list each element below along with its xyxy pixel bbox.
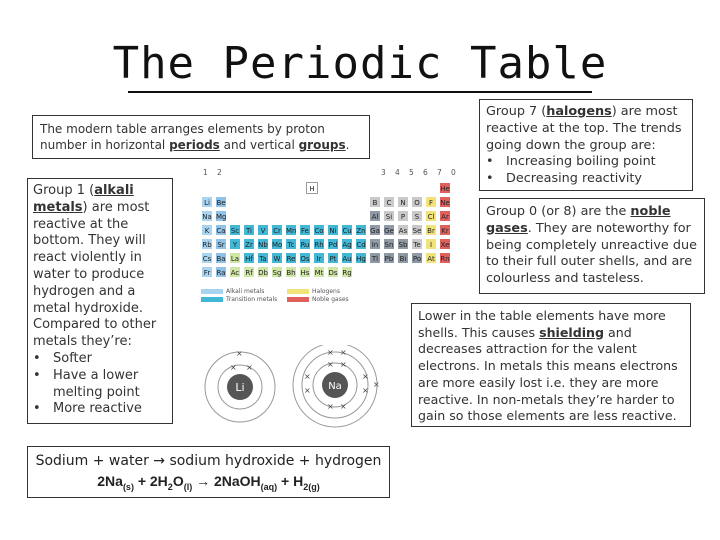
periodic-table-image (197, 160, 472, 305)
element-cell: Po (411, 252, 423, 264)
element-cell: F (425, 196, 437, 208)
eq-part: O (172, 473, 184, 489)
element-cell: Hs (299, 266, 311, 278)
bullet-text: Increasing boiling point (506, 154, 656, 170)
element-cell: Co (313, 224, 325, 236)
legend-item (287, 296, 349, 303)
element-cell: Hf (243, 252, 255, 264)
electron-icon: × (304, 386, 311, 395)
halogens-text-2: ) are most reactive at the top. The trends going down the group are: (486, 104, 682, 153)
element-cell: As (397, 224, 409, 236)
element-cell: Rb (201, 238, 213, 250)
alkali-metals-keyword: alkali metals (33, 183, 134, 215)
group-number: 0 (451, 168, 456, 177)
element-cell: Se (411, 224, 423, 236)
element-cell: Ra (215, 266, 227, 278)
element-cell: Sg (271, 266, 283, 278)
element-cell: Os (299, 252, 311, 264)
noble-text-2: . They are noteworthy for being completely unreactive due to their full outer shells, and are colourless and tasteless. (486, 220, 697, 287)
bullet-item: • Softer (33, 350, 92, 366)
element-cell: H (306, 182, 318, 194)
element-cell: Zn (355, 224, 367, 236)
element-cell: Sc (229, 224, 241, 236)
element-cell: Mn (285, 224, 297, 236)
element-cell: Si (383, 210, 395, 222)
element-cell: Re (285, 252, 297, 264)
element-cell: Li (201, 196, 213, 208)
bullet-text: Softer (53, 350, 92, 366)
element-cell: Au (341, 252, 353, 264)
eq-part: + H (277, 473, 304, 489)
atom-diagrams (200, 345, 400, 435)
group-number: 6 (423, 168, 428, 177)
shielding-box (411, 303, 691, 427)
element-cell: Pt (327, 252, 339, 264)
electron-icon: × (362, 386, 369, 395)
alkali-text-1: Group 1 ( (33, 183, 95, 198)
li-symbol: Li (235, 381, 245, 394)
electron-icon: × (327, 348, 334, 357)
element-cell: Ge (383, 224, 395, 236)
element-cell: Ru (299, 238, 311, 250)
page-title: The Periodic Table (112, 38, 608, 89)
element-cell: Ds (327, 266, 339, 278)
element-cell: Cs (201, 252, 213, 264)
electron-icon: × (340, 402, 347, 411)
element-cell: Fe (299, 224, 311, 236)
electron-icon: × (246, 363, 253, 372)
element-cell: Ba (215, 252, 227, 264)
noble-gases-box (479, 198, 705, 294)
element-cell: Ar (439, 210, 451, 222)
element-cell: Fr (201, 266, 213, 278)
lithium-atom-diagram (205, 349, 275, 422)
electron-icon: × (230, 363, 237, 372)
element-cell: Na (201, 210, 213, 222)
element-cell: Ga (369, 224, 381, 236)
group-number: 7 (437, 168, 442, 177)
periods-keyword: periods (169, 138, 220, 152)
element-cell: B (369, 196, 381, 208)
sodium-atom-diagram (293, 345, 380, 427)
element-cell: At (425, 252, 437, 264)
legend-item (201, 296, 277, 303)
bullet-item: • Have a lower melting point (33, 368, 167, 402)
group-number: 3 (381, 168, 386, 177)
electron-icon: × (373, 380, 380, 389)
element-cell: Tc (285, 238, 297, 250)
element-cell: Hg (355, 252, 367, 264)
element-cell: W (271, 252, 283, 264)
element-cell: Ti (243, 224, 255, 236)
eq-sub: 2(g) (303, 481, 320, 492)
element-cell: Cl (425, 210, 437, 222)
electron-icon: × (340, 348, 347, 357)
noble-gases-keyword: noble gases (486, 204, 671, 236)
element-cell: Y (229, 238, 241, 250)
intro-text-2: and vertical (219, 138, 299, 152)
element-cell: Rf (243, 266, 255, 278)
element-cell: Mt (313, 266, 325, 278)
element-cell: Bh (285, 266, 297, 278)
element-cell: Kr (439, 224, 451, 236)
alkali-metals-box (27, 178, 173, 424)
element-cell: Mo (271, 238, 283, 250)
element-cell: N (397, 196, 409, 208)
element-cell: Nb (257, 238, 269, 250)
element-cell: Br (425, 224, 437, 236)
halogens-text-1: Group 7 ( (486, 104, 547, 119)
eq-state: (s) (122, 481, 134, 492)
element-cell: Rn (439, 252, 451, 264)
intro-text-3: . (345, 138, 350, 152)
legend-label: Alkali metals (226, 288, 265, 295)
intro-text: The modern table arranges elements by proton number in horizontal (40, 122, 325, 152)
element-cell: V (257, 224, 269, 236)
element-cell: Sb (397, 238, 409, 250)
eq-part: → 2NaOH (192, 473, 261, 489)
electron-icon: × (362, 372, 369, 381)
shielding-text-1: Lower in the table elements have more shells. This causes (418, 308, 666, 340)
element-cell: Cd (355, 238, 367, 250)
element-cell: In (369, 238, 381, 250)
legend-item (201, 288, 264, 295)
group-number: 1 (203, 168, 208, 177)
element-cell: Sn (383, 238, 395, 250)
element-cell: K (201, 224, 213, 236)
equation-box (27, 446, 390, 498)
shielding-text-2: and decreases attraction for the valent electrons. In metals this means electrons are more easily lost i.e. they are more reactive. In non-metals they’re harder to gain so those elements are less reactive. (418, 324, 678, 424)
groups-keyword: groups (298, 138, 346, 152)
element-cell: Cr (271, 224, 283, 236)
element-cell: Xe (439, 238, 451, 250)
element-cell: I (425, 238, 437, 250)
electron-icon: × (327, 360, 334, 369)
element-cell: Ne (439, 196, 451, 208)
element-cell: Ir (313, 252, 325, 264)
eq-part: 2Na (97, 473, 123, 489)
bullet-text: Have a lower melting point (53, 367, 140, 400)
element-cell: Ta (257, 252, 269, 264)
title-underline (128, 91, 592, 93)
legend-label: Noble gases (312, 296, 349, 303)
element-cell: Ag (341, 238, 353, 250)
element-cell: C (383, 196, 395, 208)
element-cell: Tl (369, 252, 381, 264)
element-cell: Sr (215, 238, 227, 250)
bullet-text: Decreasing reactivity (506, 171, 643, 187)
element-cell: P (397, 210, 409, 222)
word-equation: Sodium + water → sodium hydroxide + hydrogen (35, 453, 382, 469)
element-cell: Cu (341, 224, 353, 236)
halogens-box (479, 99, 693, 191)
group-number: 5 (409, 168, 414, 177)
legend-item (287, 288, 340, 295)
element-cell: Ac (229, 266, 241, 278)
alkali-text-2: ) are most reactive at the bottom. They will react violently in water to produce hydrogen and a metal hydroxide. Compared to other metals they’re: (33, 199, 157, 350)
halogens-keyword: halogens (546, 104, 612, 119)
element-cell: Rh (313, 238, 325, 250)
element-cell: S (411, 210, 423, 222)
element-cell: Pb (383, 252, 395, 264)
element-cell: Rg (341, 266, 353, 278)
electron-icon: × (327, 402, 334, 411)
bullet-item: • Decreasing reactivity (486, 171, 643, 187)
legend-label: Halogens (312, 288, 340, 295)
legend-label: Transition metals (226, 296, 278, 303)
element-cell: Bi (397, 252, 409, 264)
element-cell: Al (369, 210, 381, 222)
bullet-text: More reactive (53, 401, 142, 417)
na-symbol: Na (328, 381, 342, 392)
eq-part: + 2H (133, 473, 168, 489)
symbol-equation (28, 471, 389, 497)
eq-state: (aq) (260, 481, 278, 492)
element-cell: Ca (215, 224, 227, 236)
eq-sub: 2 (167, 481, 173, 492)
element-cell: O (411, 196, 423, 208)
element-cell: Mg (215, 210, 227, 222)
electron-icon: × (304, 372, 311, 381)
element-cell: Zr (243, 238, 255, 250)
group-number: 4 (395, 168, 400, 177)
electron-icon: × (236, 349, 243, 358)
element-cell: Db (257, 266, 269, 278)
eq-state: (l) (183, 481, 193, 492)
element-cell: He (439, 182, 451, 194)
element-cell: La (229, 252, 241, 264)
electron-icon: × (340, 360, 347, 369)
intro-text-box (32, 115, 370, 159)
shielding-keyword: shielding (539, 324, 605, 340)
element-cell: Be (215, 196, 227, 208)
element-cell: Pd (327, 238, 339, 250)
element-cell: Te (411, 238, 423, 250)
noble-text-1: Group 0 (or 8) are the (486, 204, 631, 219)
bullet-item: • Increasing boiling point (486, 154, 656, 170)
group-number: 2 (217, 168, 222, 177)
element-cell: Ni (327, 224, 339, 236)
bullet-item: • More reactive (33, 401, 142, 417)
